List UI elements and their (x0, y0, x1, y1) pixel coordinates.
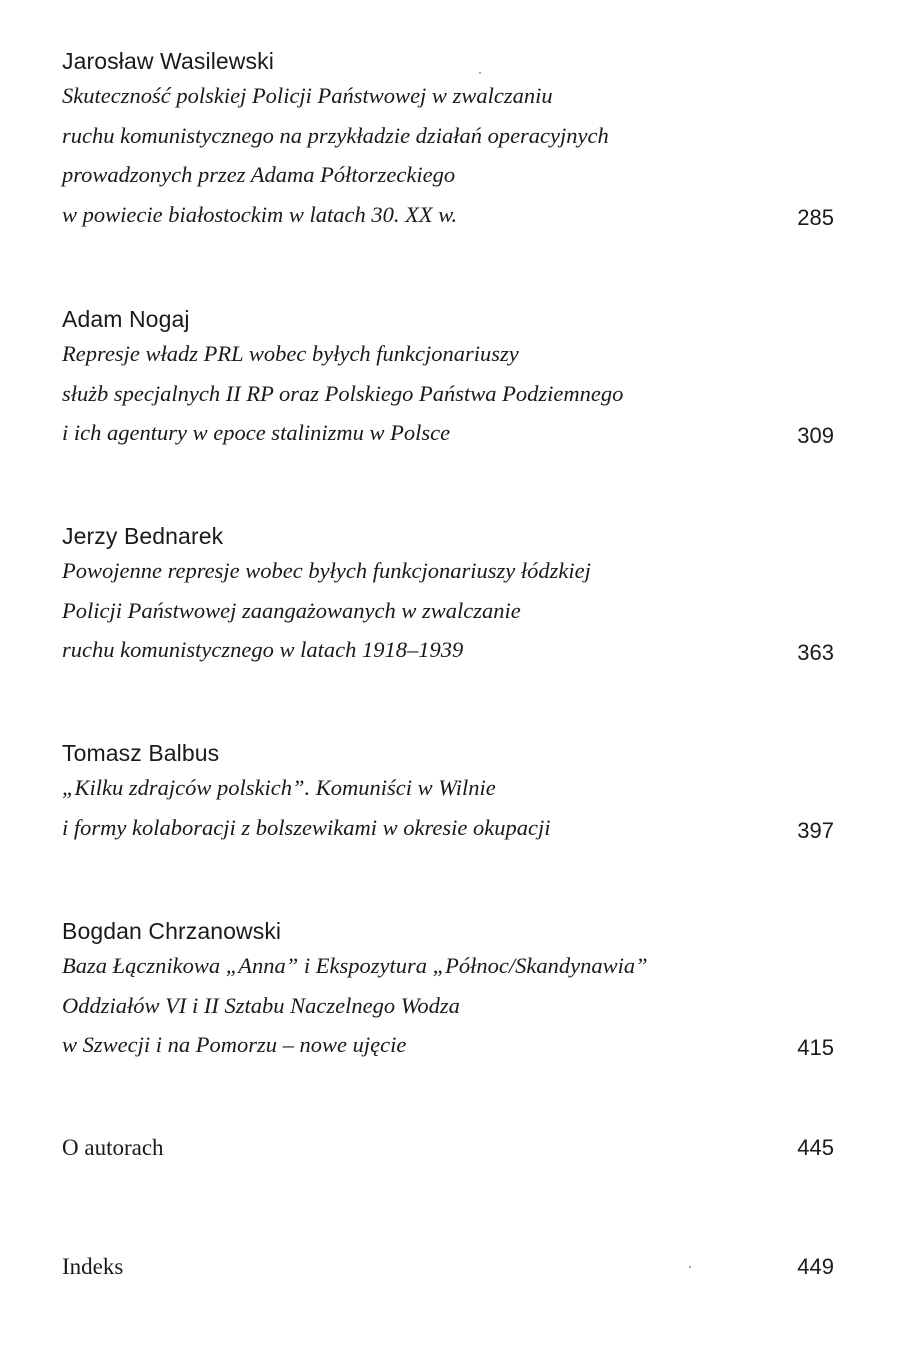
entry-title-line: Represje władz PRL wobec byłych funkcjonariuszy (62, 341, 519, 366)
entry-label: Indeks (62, 1254, 124, 1279)
entry-author: Adam Nogaj (62, 306, 190, 332)
entry-page-number: 363 (797, 640, 834, 665)
entry-title-line: Powojenne represje wobec byłych funkcjonariuszy łódzkiej (62, 558, 591, 583)
entry-title-line: Skuteczność polskiej Policji Państwowej w zwalczaniu (62, 83, 553, 108)
entry-title-line: i ich agentury w epoce stalinizmu w Polsce (62, 420, 451, 445)
entry-title (62, 76, 834, 234)
entry-page-number: 309 (797, 423, 834, 448)
entry-author: Jerzy Bednarek (62, 523, 224, 549)
entry-page-number: 445 (797, 1135, 834, 1160)
entry-page-number: 449 (797, 1254, 834, 1279)
toc-entry (62, 521, 834, 670)
entry-page-number: 285 (797, 205, 834, 230)
entry-title-line: w Szwecji i na Pomorzu – nowe ujęcie (62, 1032, 407, 1057)
entry-title (62, 551, 834, 670)
toc-entry-index (62, 1252, 834, 1282)
entry-title-line: prowadzonych przez Adama Półtorzeckiego (62, 162, 456, 187)
entry-author: Tomasz Balbus (62, 740, 220, 766)
entry-author: Bogdan Chrzanowski (62, 918, 282, 944)
entry-page-number: 415 (797, 1035, 834, 1060)
toc-entry (62, 46, 834, 234)
entry-title-line: i formy kolaboracji z bolszewikami w okresie okupacji (62, 814, 551, 840)
toc-entry (62, 738, 834, 847)
entry-title (62, 768, 834, 847)
entry-title (62, 334, 834, 453)
toc-entry-authors (62, 1133, 834, 1163)
entry-title-line: Baza Łącznikowa „Anna” i Ekspozytura „Północ/Skandynawia” (62, 953, 648, 978)
entry-title-line: w powiecie białostockim w latach 30. XX w. (62, 201, 458, 227)
entry-title-line: ruchu komunistycznego na przykładzie działań operacyjnych (62, 122, 609, 148)
entry-title-line: ruchu komunistycznego w latach 1918–1939 (62, 637, 464, 662)
scan-speck (479, 72, 481, 74)
entry-title (62, 946, 834, 1065)
entry-page-number: 397 (797, 818, 834, 843)
entry-title-line: Oddziałów VI i II Sztabu Naczelnego Wodza (62, 992, 460, 1018)
entry-title-line: „Kilku zdrajców polskich”. Komuniści w Wilnie (62, 775, 496, 800)
entry-title-line: służb specjalnych II RP oraz Polskiego Państwa Podziemnego (62, 380, 624, 406)
toc-entry (62, 916, 834, 1065)
entry-title-line: Policji Państwowej zaangażowanych w zwalczanie (62, 597, 521, 623)
entry-author: Jarosław Wasilewski (62, 48, 274, 74)
scan-speck (689, 1266, 691, 1268)
entry-label: O autorach (62, 1135, 164, 1160)
toc-entry (62, 304, 834, 453)
